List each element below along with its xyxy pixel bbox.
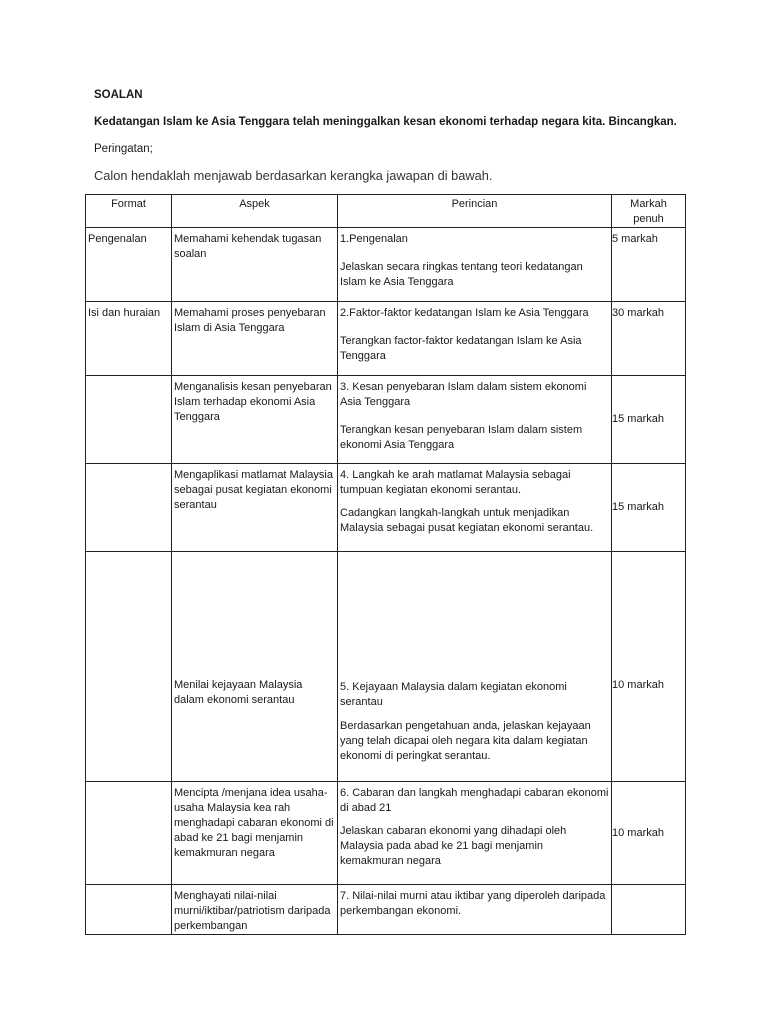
cell-perincian xyxy=(338,885,612,935)
cell-markah: 5 markah xyxy=(612,228,686,302)
cell-markah: 10 markah xyxy=(612,782,686,885)
cell-format: Pengenalan xyxy=(86,228,172,302)
table-row xyxy=(86,302,686,376)
perincian-detail: Terangkan kesan penyebaran Islam dalam sistem ekonomi Asia Tenggara xyxy=(340,424,583,451)
perincian-detail: Jelaskan cabaran ekonomi yang dihadapi oleh Malaysia pada abad ke 21 bagi menjamin kemakmuran negara xyxy=(340,825,567,867)
cell-aspek: Menilai kejayaan Malaysia dalam ekonomi serantau xyxy=(172,552,338,782)
answer-framework-table xyxy=(85,194,686,935)
cell-perincian xyxy=(338,552,612,782)
table-row xyxy=(86,228,686,302)
cell-markah: 10 markah xyxy=(612,552,686,782)
cell-perincian xyxy=(338,782,612,885)
cell-format: Isi dan huraian xyxy=(86,302,172,376)
cell-aspek: Mengaplikasi matlamat Malaysia sebagai pusat kegiatan ekonomi serantau xyxy=(172,464,338,552)
cell-format xyxy=(86,464,172,552)
page-title: SOALAN xyxy=(94,89,143,101)
header-markah: Markah penuh xyxy=(612,195,686,228)
table-row xyxy=(86,552,686,782)
table-header-row xyxy=(86,195,686,228)
cell-aspek: Memahami proses penyebaran Islam di Asia Tenggara xyxy=(172,302,338,376)
perincian-title: 6. Cabaran dan langkah menghadapi cabaran ekonomi di abad 21 xyxy=(340,787,609,814)
note-label: Peringatan; xyxy=(94,143,153,155)
perincian-detail: Berdasarkan pengetahuan anda, jelaskan kejayaan yang telah dicapai oleh negara kita dalam kegiatan ekonomi di peringkat serantau. xyxy=(340,720,591,762)
cell-format xyxy=(86,552,172,782)
cell-aspek: Memahami kehendak tugasan soalan xyxy=(172,228,338,302)
instruction-text: Calon hendaklah menjawab berdasarkan kerangka jawapan di bawah. xyxy=(94,168,493,183)
perincian-detail: Jelaskan secara ringkas tentang teori kedatangan Islam ke Asia Tenggara xyxy=(340,261,583,288)
table-row xyxy=(86,885,686,935)
cell-markah xyxy=(612,885,686,935)
perincian-title: 3. Kesan penyebaran Islam dalam sistem ekonomi Asia Tenggara xyxy=(340,381,587,408)
header-aspek: Aspek xyxy=(172,195,338,228)
perincian-title: 5. Kejayaan Malaysia dalam kegiatan ekonomi serantau xyxy=(340,681,567,708)
cell-aspek: Menganalisis kesan penyebaran Islam terhadap ekonomi Asia Tenggara xyxy=(172,376,338,464)
cell-aspek: Menghayati nilai-nilai murni/iktibar/patriotism daripada perkembangan xyxy=(172,885,338,935)
cell-format xyxy=(86,376,172,464)
table-row xyxy=(86,376,686,464)
header-perincian: Perincian xyxy=(338,195,612,228)
cell-perincian xyxy=(338,228,612,302)
perincian-title: 7. Nilai-nilai murni atau iktibar yang diperoleh daripada perkembangan ekonomi. xyxy=(340,890,606,917)
perincian-title: 1.Pengenalan xyxy=(340,233,408,245)
perincian-detail: Terangkan factor-faktor kedatangan Islam ke Asia Tenggara xyxy=(340,335,582,362)
cell-perincian xyxy=(338,376,612,464)
table-row xyxy=(86,464,686,552)
perincian-title: 2.Faktor-faktor kedatangan Islam ke Asia Tenggara xyxy=(340,307,589,319)
cell-perincian xyxy=(338,302,612,376)
table-row xyxy=(86,782,686,885)
cell-format xyxy=(86,885,172,935)
cell-markah: 15 markah xyxy=(612,376,686,464)
cell-markah: 15 markah xyxy=(612,464,686,552)
perincian-detail: Cadangkan langkah-langkah untuk menjadikan Malaysia sebagai pusat kegiatan ekonomi serantau. xyxy=(340,507,594,534)
cell-markah: 30 markah xyxy=(612,302,686,376)
cell-format xyxy=(86,782,172,885)
perincian-title: 4. Langkah ke arah matlamat Malaysia sebagai tumpuan kegiatan ekonomi serantau. xyxy=(340,469,571,496)
cell-perincian xyxy=(338,464,612,552)
cell-aspek: Mencipta /menjana idea usaha-usaha Malaysia kea rah menghadapi cabaran ekonomi di abad ke 21 bagi menjamin kemakmuran negara xyxy=(172,782,338,885)
header-format: Format xyxy=(86,195,172,228)
question-text: Kedatangan Islam ke Asia Tenggara telah meninggalkan kesan ekonomi terhadap negara kita. Bincangkan. xyxy=(94,116,677,128)
